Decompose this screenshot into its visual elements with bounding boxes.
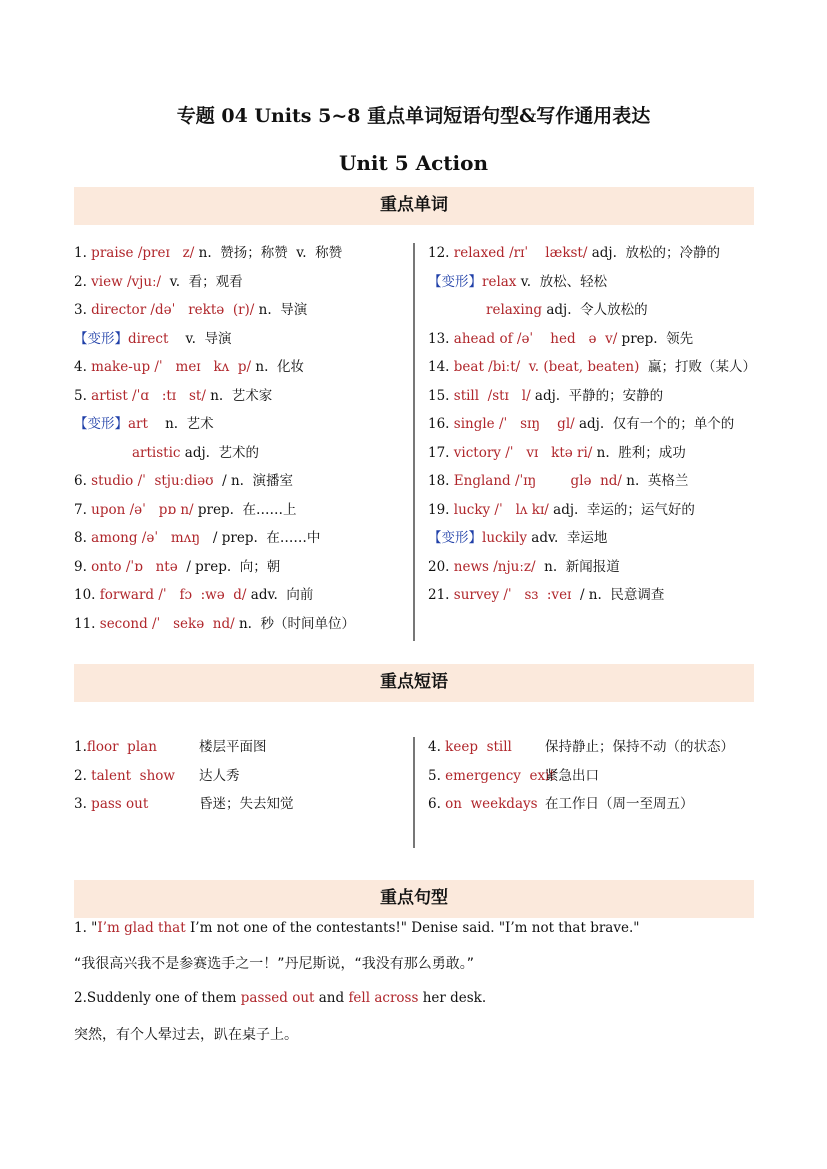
word-term: single /ˈ sɪŋ gl/ (453, 416, 575, 432)
word-term: direct (128, 330, 169, 347)
word-number: 20. (428, 558, 454, 575)
phrase-entry (74, 765, 404, 794)
word-entry (428, 385, 756, 414)
words-list-right (428, 242, 756, 613)
word-definition: v. 看；观看 (161, 273, 243, 290)
word-entry (74, 413, 355, 442)
variant-tag: 【变形】 (74, 330, 128, 347)
sentence-2-highlight: passed out (240, 990, 315, 1006)
word-number: 11. (74, 615, 100, 632)
word-number: 2. (74, 273, 92, 290)
phrase-entry (428, 793, 753, 822)
word-entry (428, 442, 756, 471)
word-number: 8. (74, 530, 92, 546)
word-entry (74, 299, 355, 328)
word-number: 19. (428, 501, 454, 518)
word-definition: n. 艺术 (147, 416, 214, 432)
phrase-term (428, 736, 512, 758)
phrase-english: emergency exit (440, 767, 555, 784)
word-definition: adj. 放松的；冷静的 (587, 245, 720, 261)
word-definition: prep. 领先 (617, 330, 694, 347)
word-definition: 赢；打败（某人） (639, 359, 756, 375)
phrase-term (74, 736, 157, 758)
phrase-english: on weekdays (440, 796, 538, 812)
sentence-2-highlight: fell across (348, 990, 419, 1006)
phrase-term (74, 793, 148, 815)
word-term: relax (482, 273, 517, 290)
word-term: news /njuːz/ (453, 558, 536, 575)
word-definition: n. 英格兰 (621, 473, 689, 489)
word-definition: v. 导演 (168, 330, 232, 347)
word-term: luckily (482, 530, 528, 546)
word-term: among /əˈ mʌŋ (91, 530, 201, 546)
phrase-number: 5. (428, 767, 441, 784)
phrase-number: 2. (74, 767, 87, 784)
word-definition: v. 放松、轻松 (516, 273, 608, 290)
word-term: make-up /ˈ meɪ kʌ p/ (91, 359, 252, 375)
word-term: lucky /ˈ lʌ kɪ/ (453, 501, 549, 518)
word-term: artistic (132, 444, 181, 461)
word-definition: n. 胜利；成功 (592, 444, 686, 461)
word-term: artist /ˈɑ :tɪ st/ (91, 387, 206, 404)
section-header-sentences: 重点句型 (74, 880, 754, 918)
word-definition: n. 导演 (254, 302, 308, 318)
phrase-number: 6. (428, 796, 441, 812)
section-header-phrases: 重点短语 (74, 664, 754, 702)
sentence-1-translation: “我很高兴我不是参赛选手之一！”丹尼斯说，“我没有那么勇敢。” (74, 956, 475, 972)
phrase-meaning: 达人秀 (199, 767, 240, 784)
word-entry (74, 242, 355, 271)
word-entry (428, 499, 756, 528)
variant-tag: 【变形】 (428, 530, 482, 546)
word-number: 13. (428, 330, 454, 347)
word-definition: n. 赞扬；称赞 v. 称赞 (194, 245, 343, 261)
word-definition: adj. 艺术的 (180, 444, 260, 461)
phrase-meaning: 保持静止；保持不动（的状态） (545, 739, 734, 755)
word-entry (74, 584, 355, 613)
phrase-english: floor plan (86, 739, 157, 755)
phrase-meaning: 楼层平面图 (199, 739, 267, 755)
word-entry (428, 242, 756, 271)
phrase-meaning: 紧急出口 (545, 767, 599, 784)
word-term: second /ˈ sekə nd/ (99, 615, 235, 632)
phrase-english: pass out (86, 796, 149, 812)
word-term: relaxing (486, 302, 543, 318)
word-entry (428, 556, 756, 585)
word-definition: / n. 民意调查 (571, 587, 665, 603)
phrase-term (74, 765, 175, 787)
word-term: beat /biːt/ v. (beat, beaten) (453, 359, 640, 375)
word-term: view /vjuː/ (91, 273, 162, 290)
phrase-english: keep still (440, 739, 512, 755)
word-entry (428, 271, 756, 300)
word-term: forward /ˈ fɔ :wə d/ (99, 587, 247, 603)
word-entry (74, 385, 355, 414)
section-header-words: 重点单词 (74, 187, 754, 225)
word-definition: / n. 演播室 (213, 473, 294, 489)
word-term: director /dəˈ rektə (r)/ (91, 302, 255, 318)
word-term: studio /ˈ stjuːdiəʊ (91, 473, 214, 489)
word-term: praise /preɪ z/ (91, 245, 195, 261)
column-divider (413, 737, 415, 848)
word-entry (74, 470, 355, 499)
word-entry (74, 442, 355, 471)
phrases-list-right (428, 736, 753, 822)
word-number: 21. (428, 587, 454, 603)
word-entry (428, 584, 756, 613)
word-definition: adj. 仅有一个的；单个的 (574, 416, 735, 432)
sentence-2: 2.Suddenly one of them passed out and fell across her desk. (74, 990, 487, 1006)
sentence-1: 1. "I’m glad that I’m not one of the contestants!" Denise said. "I’m not that brave." (74, 920, 640, 936)
variant-tag: 【变形】 (428, 273, 482, 290)
word-definition: adv. 向前 (246, 587, 314, 603)
phrase-number: 1. (74, 739, 87, 755)
word-definition: adj. 平静的；安静的 (530, 387, 664, 404)
word-number: 1. (74, 245, 92, 261)
word-entry (428, 470, 756, 499)
words-list-left (74, 242, 355, 641)
word-entry (428, 356, 756, 385)
word-number: 16. (428, 416, 454, 432)
word-term: survey /ˈ sɜ :veɪ (453, 587, 572, 603)
word-definition: n. 新闻报道 (535, 558, 620, 575)
word-entry (74, 613, 355, 642)
word-entry (428, 299, 756, 328)
word-number: 14. (428, 359, 454, 375)
word-definition: prep. 在……上 (193, 501, 297, 518)
word-definition: adj. 幸运的；运气好的 (548, 501, 695, 518)
word-number: 10. (74, 587, 100, 603)
phrase-entry (74, 736, 404, 765)
sentence-1-highlight: I’m glad that (97, 920, 186, 936)
phrase-number: 4. (428, 739, 441, 755)
word-definition: adv. 幸运地 (527, 530, 608, 546)
phrase-entry (74, 793, 404, 822)
phrase-entry (428, 765, 753, 794)
word-definition: n. 艺术家 (205, 387, 273, 404)
word-number: 12. (428, 245, 454, 261)
word-term: victory /ˈ vɪ ktə ri/ (453, 444, 593, 461)
word-number: 3. (74, 302, 92, 318)
word-number: 6. (74, 473, 92, 489)
word-entry (74, 499, 355, 528)
word-term: upon /əˈ pɒ n/ (91, 501, 194, 518)
word-term: still /stɪ l/ (453, 387, 531, 404)
phrase-meaning: 昏迷；失去知觉 (199, 796, 294, 812)
word-number: 15. (428, 387, 454, 404)
word-number: 18. (428, 473, 454, 489)
word-entry (74, 356, 355, 385)
variant-tag: 【变形】 (74, 416, 128, 432)
word-entry (428, 413, 756, 442)
phrase-term (428, 793, 538, 815)
word-entry (74, 271, 355, 300)
phrase-entry (428, 736, 753, 765)
word-definition: / prep. 向；朝 (177, 558, 281, 575)
word-term: onto /ˈɒ ntə (91, 558, 178, 575)
word-entry (428, 328, 756, 357)
column-divider (413, 243, 415, 641)
sentence-2-translation: 突然，有个人晕过去，趴在桌子上。 (74, 1027, 298, 1043)
document-title: 专题 04 Units 5~8 重点单词短语句型&写作通用表达 (176, 105, 651, 127)
word-definition: n. 秒（时间单位） (234, 615, 356, 632)
phrase-term (428, 765, 555, 787)
word-entry (74, 527, 355, 556)
word-entry (74, 556, 355, 585)
word-definition: / prep. 在……中 (200, 530, 321, 546)
word-number: 9. (74, 558, 92, 575)
word-term: relaxed /rɪˈ lækst/ (453, 245, 588, 261)
word-number: 5. (74, 387, 92, 404)
phrase-number: 3. (74, 796, 87, 812)
word-entry (428, 527, 756, 556)
phrase-english: talent show (86, 767, 175, 784)
unit-title: Unit 5 Action (338, 151, 489, 175)
word-term: ahead of /əˈ hed ə v/ (453, 330, 618, 347)
word-definition: n. 化妆 (251, 359, 304, 375)
word-number: 17. (428, 444, 454, 461)
word-number: 7. (74, 501, 92, 518)
phrase-meaning: 在工作日（周一至周五） (545, 796, 694, 812)
word-term: art (128, 416, 148, 432)
phrases-list-left (74, 736, 404, 822)
word-entry (74, 328, 355, 357)
word-number: 4. (74, 359, 92, 375)
word-term: England /ˈɪŋ glə nd/ (453, 473, 622, 489)
word-definition: adj. 令人放松的 (542, 302, 648, 318)
